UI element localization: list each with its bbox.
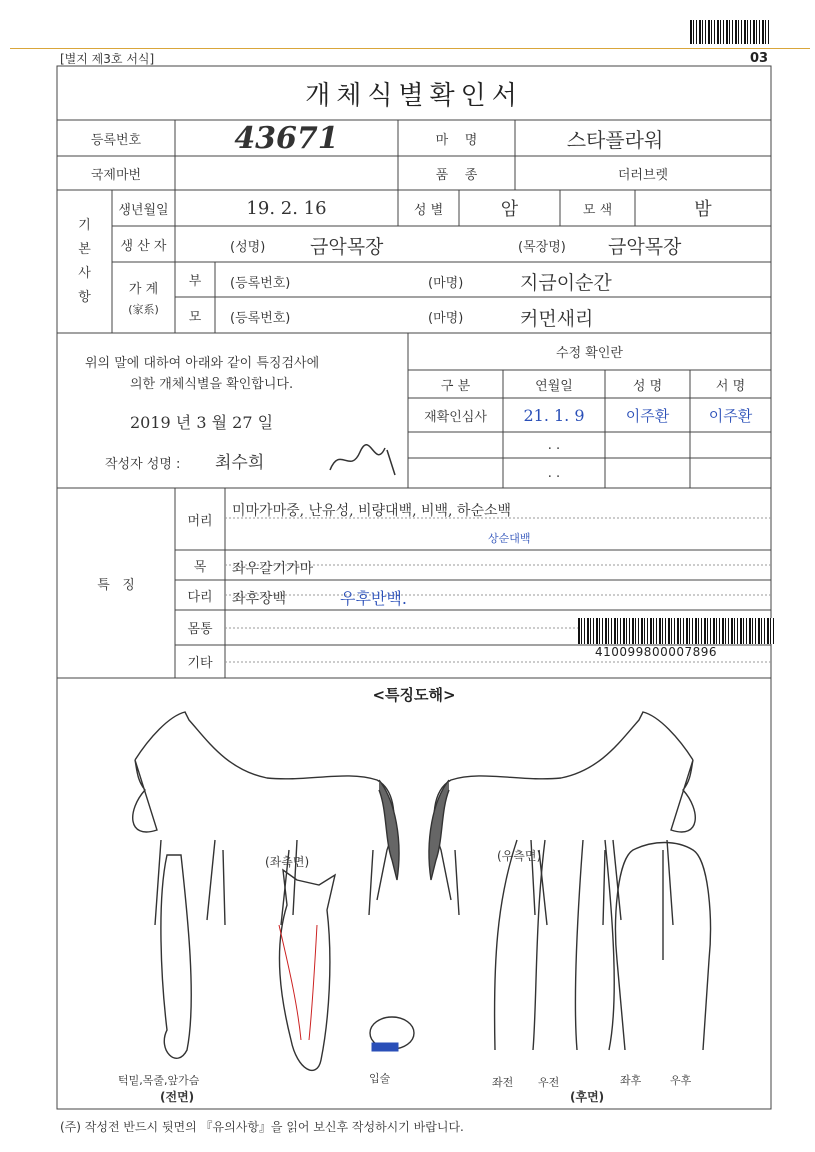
front-label: (전면) [160,1090,195,1104]
color-value: 밤 [694,199,712,220]
breed-value: 더러브렛 [617,167,669,183]
sire-name-label: (마명) [428,276,464,291]
revision-col-name: 성 명 [632,378,663,394]
head-note: 상순대백 [488,532,531,545]
revision-row3-date: . . [547,465,561,481]
features-section-label: 특 징 [97,577,135,593]
front-neck-icon [161,855,191,1058]
body-label: 몸통 [187,622,213,637]
sire-reg-label: (등록번호) [230,276,291,291]
writer-signature [325,440,405,480]
right-side-horse-icon [434,712,695,925]
rear-label: (후면) [570,1090,605,1104]
sticker-barcode-number: 410099800007896 [595,645,718,659]
farm-label: (목장명) [518,240,566,255]
confirm-text-2: 의한 개체식별을 확인합니다. [130,377,294,392]
page-number: 03 [750,51,769,66]
revision-col-type: 구 분 [440,378,471,394]
sex-value: 암 [500,199,519,220]
neck-label: 목 [193,559,207,575]
confirm-date: 2019 년 3 월 27 일 [130,413,274,432]
intl-number-label: 국제마번 [90,167,142,183]
horse-diagram [57,700,771,1109]
left-hind-label: 좌후 [620,1074,642,1087]
sire-label: 부 [188,274,202,289]
etc-label: 기타 [187,656,213,671]
leg-value: 좌후장백 [232,591,287,607]
color-label: 모 색 [582,202,613,218]
breeder-name-value: 금악목장 [310,236,384,258]
farm-value: 금악목장 [608,236,682,258]
sticker-barcode [578,618,775,644]
right-front-label: 우전 [538,1076,560,1089]
diagram-title: <특징도해> [372,685,456,704]
revision-row2-date: . . [547,437,561,453]
document-title: 개체식별확인서 [305,80,523,111]
right-hind-label: 우후 [670,1074,692,1087]
birth-label: 생년월일 [118,202,169,218]
front-legs-icon [495,840,615,1050]
reg-number-value: 43671 [234,120,339,156]
dam-label: 모 [188,309,202,325]
dam-reg-label: (등록번호) [230,311,291,326]
dam-name-value: 커먼새리 [520,308,594,330]
revision-row1-date: 21. 1. 9 [523,405,585,425]
rear-legs-icon [616,843,711,1051]
front-head-icon [279,870,335,1070]
leg-label: 다리 [187,589,213,605]
footer-note: (주) 작성전 반드시 뒷면의 『유의사항』을 읽어 보신후 작성하시기 바랍니다. [60,1120,464,1134]
family-label [112,262,175,333]
neck-value: 좌우갈기가마 [232,561,314,577]
confirm-text-1: 위의 말에 대하여 아래와 같이 특징검사에 [85,356,320,371]
sex-label: 성 별 [413,202,444,218]
lip-label: 입술 [369,1072,391,1085]
breed-label: 품 종 [435,167,478,183]
family-label-hanja: (家系) [128,303,159,316]
dam-name-label: (마명) [428,311,464,326]
sire-name-value: 지금이순간 [520,272,612,294]
left-front-label: 좌전 [492,1076,514,1089]
revision-col-date: 연월일 [535,378,573,394]
revision-row1-type: 재확인심사 [424,409,487,425]
family-label-text: 가 계 [128,282,159,297]
left-side-horse-icon [133,712,394,925]
horse-name-value: 스타플라워 [566,127,664,152]
revision-row1-sign: 이주환 [708,406,753,425]
breeder-name-label: (성명) [230,240,266,255]
form-tag: [별지 제3호 서식] [60,52,155,66]
revision-title: 수정 확인란 [556,346,623,361]
head-value: 미마가마중, 난유성, 비량대백, 비백, 하순소백 [232,503,512,519]
right-side-label: (우측면) [497,849,542,863]
left-side-label: (좌측면) [265,855,310,869]
writer-value: 최수희 [215,453,265,473]
reg-number-label: 등록번호 [90,132,142,148]
head-label: 머리 [187,513,213,529]
horse-name-label: 마 명 [435,132,478,148]
leg-note: 우후반백. [340,589,407,608]
basic-section-label: 기 본 사 항 [78,217,91,305]
birth-value: 19. 2. 16 [246,197,327,219]
revision-col-sign: 서 명 [715,378,746,394]
front-caption: 턱밑,목줄,앞가슴 [118,1074,200,1087]
writer-label: 작성자 성명 : [105,457,181,472]
revision-row1-name: 이주환 [625,406,670,425]
breeder-label: 생 산 자 [120,238,167,254]
